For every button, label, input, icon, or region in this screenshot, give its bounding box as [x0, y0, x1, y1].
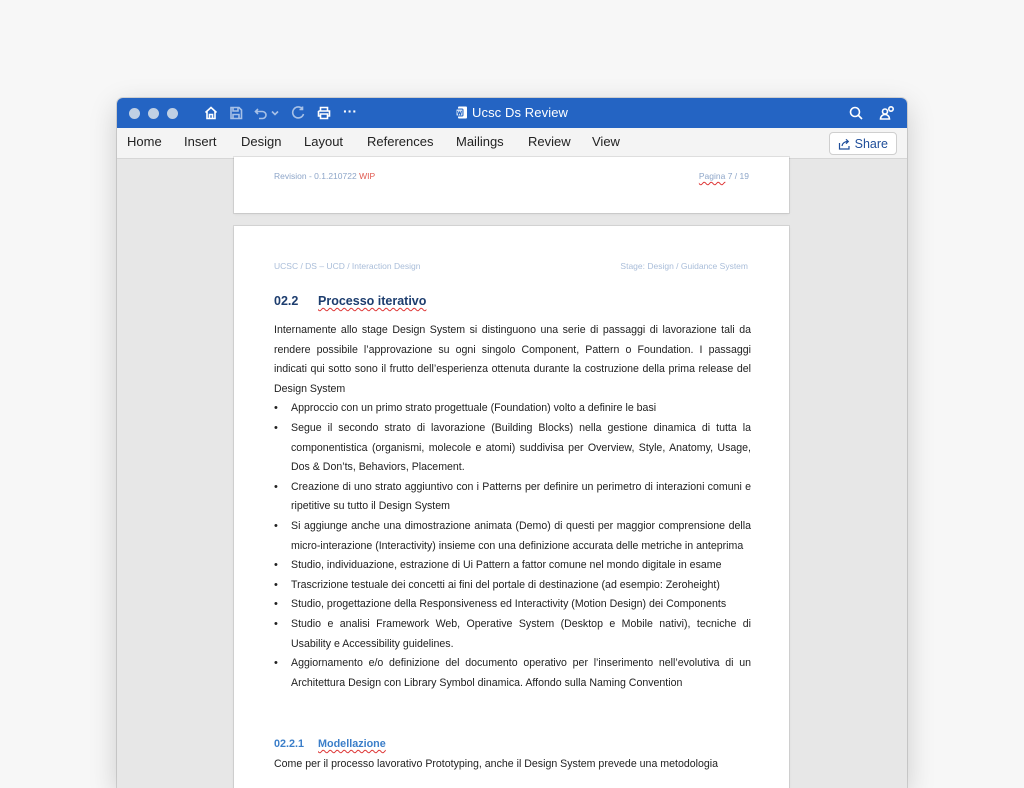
subsection-paragraph: Come per il processo lavorativo Prototyping, anche il Design System prevede una metodologia [274, 758, 718, 770]
bullet-list [274, 399, 751, 693]
window-title [117, 105, 907, 122]
list-item: • Approccio con un primo strato progettuale (Foundation) volto a definire le basi [274, 399, 751, 419]
search-icon[interactable] [847, 104, 865, 122]
page-footer-revision: Revision - 0.1.210722 WIP [274, 171, 376, 181]
section-heading [274, 294, 426, 308]
list-item: • Si aggiunge anche una dimostrazione animata (Demo) di questi per maggior comprensione della micro-interazione (Interactivity) insieme con una definizione accurata delle metriche in anteprima [274, 517, 751, 556]
section-number: 02.2 [274, 294, 299, 308]
tab-view[interactable]: View [592, 134, 620, 149]
share-icon [838, 138, 851, 150]
tab-design[interactable]: Design [241, 134, 282, 149]
list-item: • Aggiornamento e/o definizione del documento operativo per l’inserimento nell’evolutiva di un Architettura Design con Library Symbol dinamica. Affondo sulla Naming Convention [274, 654, 751, 693]
list-item: • Studio e analisi Framework Web, Operative System (Desktop e Mobile nativi), tecniche di Usability e Accessibility guidelines. [274, 615, 751, 654]
window-title-text: Ucsc Ds Review [471, 105, 569, 120]
section-title: Processo iterativo [318, 294, 427, 308]
tab-mailings[interactable]: Mailings [456, 134, 504, 149]
word-document-icon [456, 106, 468, 122]
ribbon-tabs [117, 128, 907, 159]
document-page-previous [234, 157, 789, 213]
list-item: • Studio, progettazione della Responsiveness ed Interactivity (Motion Design) dei Components [274, 595, 751, 615]
wip-label: WIP [359, 171, 376, 181]
intro-paragraph: Internamente allo stage Design System si distinguono una serie di passaggi di lavorazione tali da rendere possibile l’approvazione su ogni singolo Component, Pattern o Foundation. I passaggi indicati qui sotto sono il frutto dell’esperienza ottenuta durante la costruzione della prima release del Design System [274, 324, 751, 395]
tab-insert[interactable]: Insert [184, 134, 217, 149]
page-footer-number: Pagina 7 / 19 [698, 171, 749, 181]
list-item: • Studio, individuazione, estrazione di Ui Pattern a fattor comune nel mondo digitale in esame [274, 556, 751, 576]
subsection-number: 02.2.1 [274, 738, 305, 750]
tab-review[interactable]: Review [528, 134, 571, 149]
tab-references[interactable]: References [367, 134, 434, 149]
document-page[interactable] [234, 226, 789, 788]
share-label: Share [854, 136, 888, 151]
document-canvas[interactable] [117, 159, 907, 788]
subsection-title: Modellazione [318, 738, 386, 750]
tab-layout[interactable]: Layout [304, 134, 344, 149]
tab-home[interactable]: Home [127, 134, 162, 149]
page-header-left: UCSC / DS – UCD / Interaction Design [274, 261, 421, 271]
account-icon[interactable] [878, 104, 896, 122]
page-header-right: Stage: Design / Guidance System [620, 261, 748, 271]
list-item: • Creazione di uno strato aggiuntivo con i Patterns per definire un perimetro di interazioni comuni e ripetitive su tutto il Design System [274, 478, 751, 517]
word-window [117, 98, 907, 788]
subsection-heading [274, 738, 386, 750]
title-bar [117, 98, 907, 128]
more-icon[interactable]: ··· [343, 103, 357, 119]
list-item: • Trascrizione testuale dei concetti ai fini del portale di destinazione (ad esempio: Zeroheight) [274, 576, 751, 596]
section-body [274, 321, 751, 693]
list-item: • Segue il secondo strato di lavorazione (Building Blocks) nella gestione dinamica di tutta la componentistica (organismi, molecole e atomi) suddivisa per Overview, Style, Anatomy, Usage, Dos & Don’ts, Behaviors, Placement. [274, 419, 751, 478]
share-button[interactable] [829, 132, 897, 155]
